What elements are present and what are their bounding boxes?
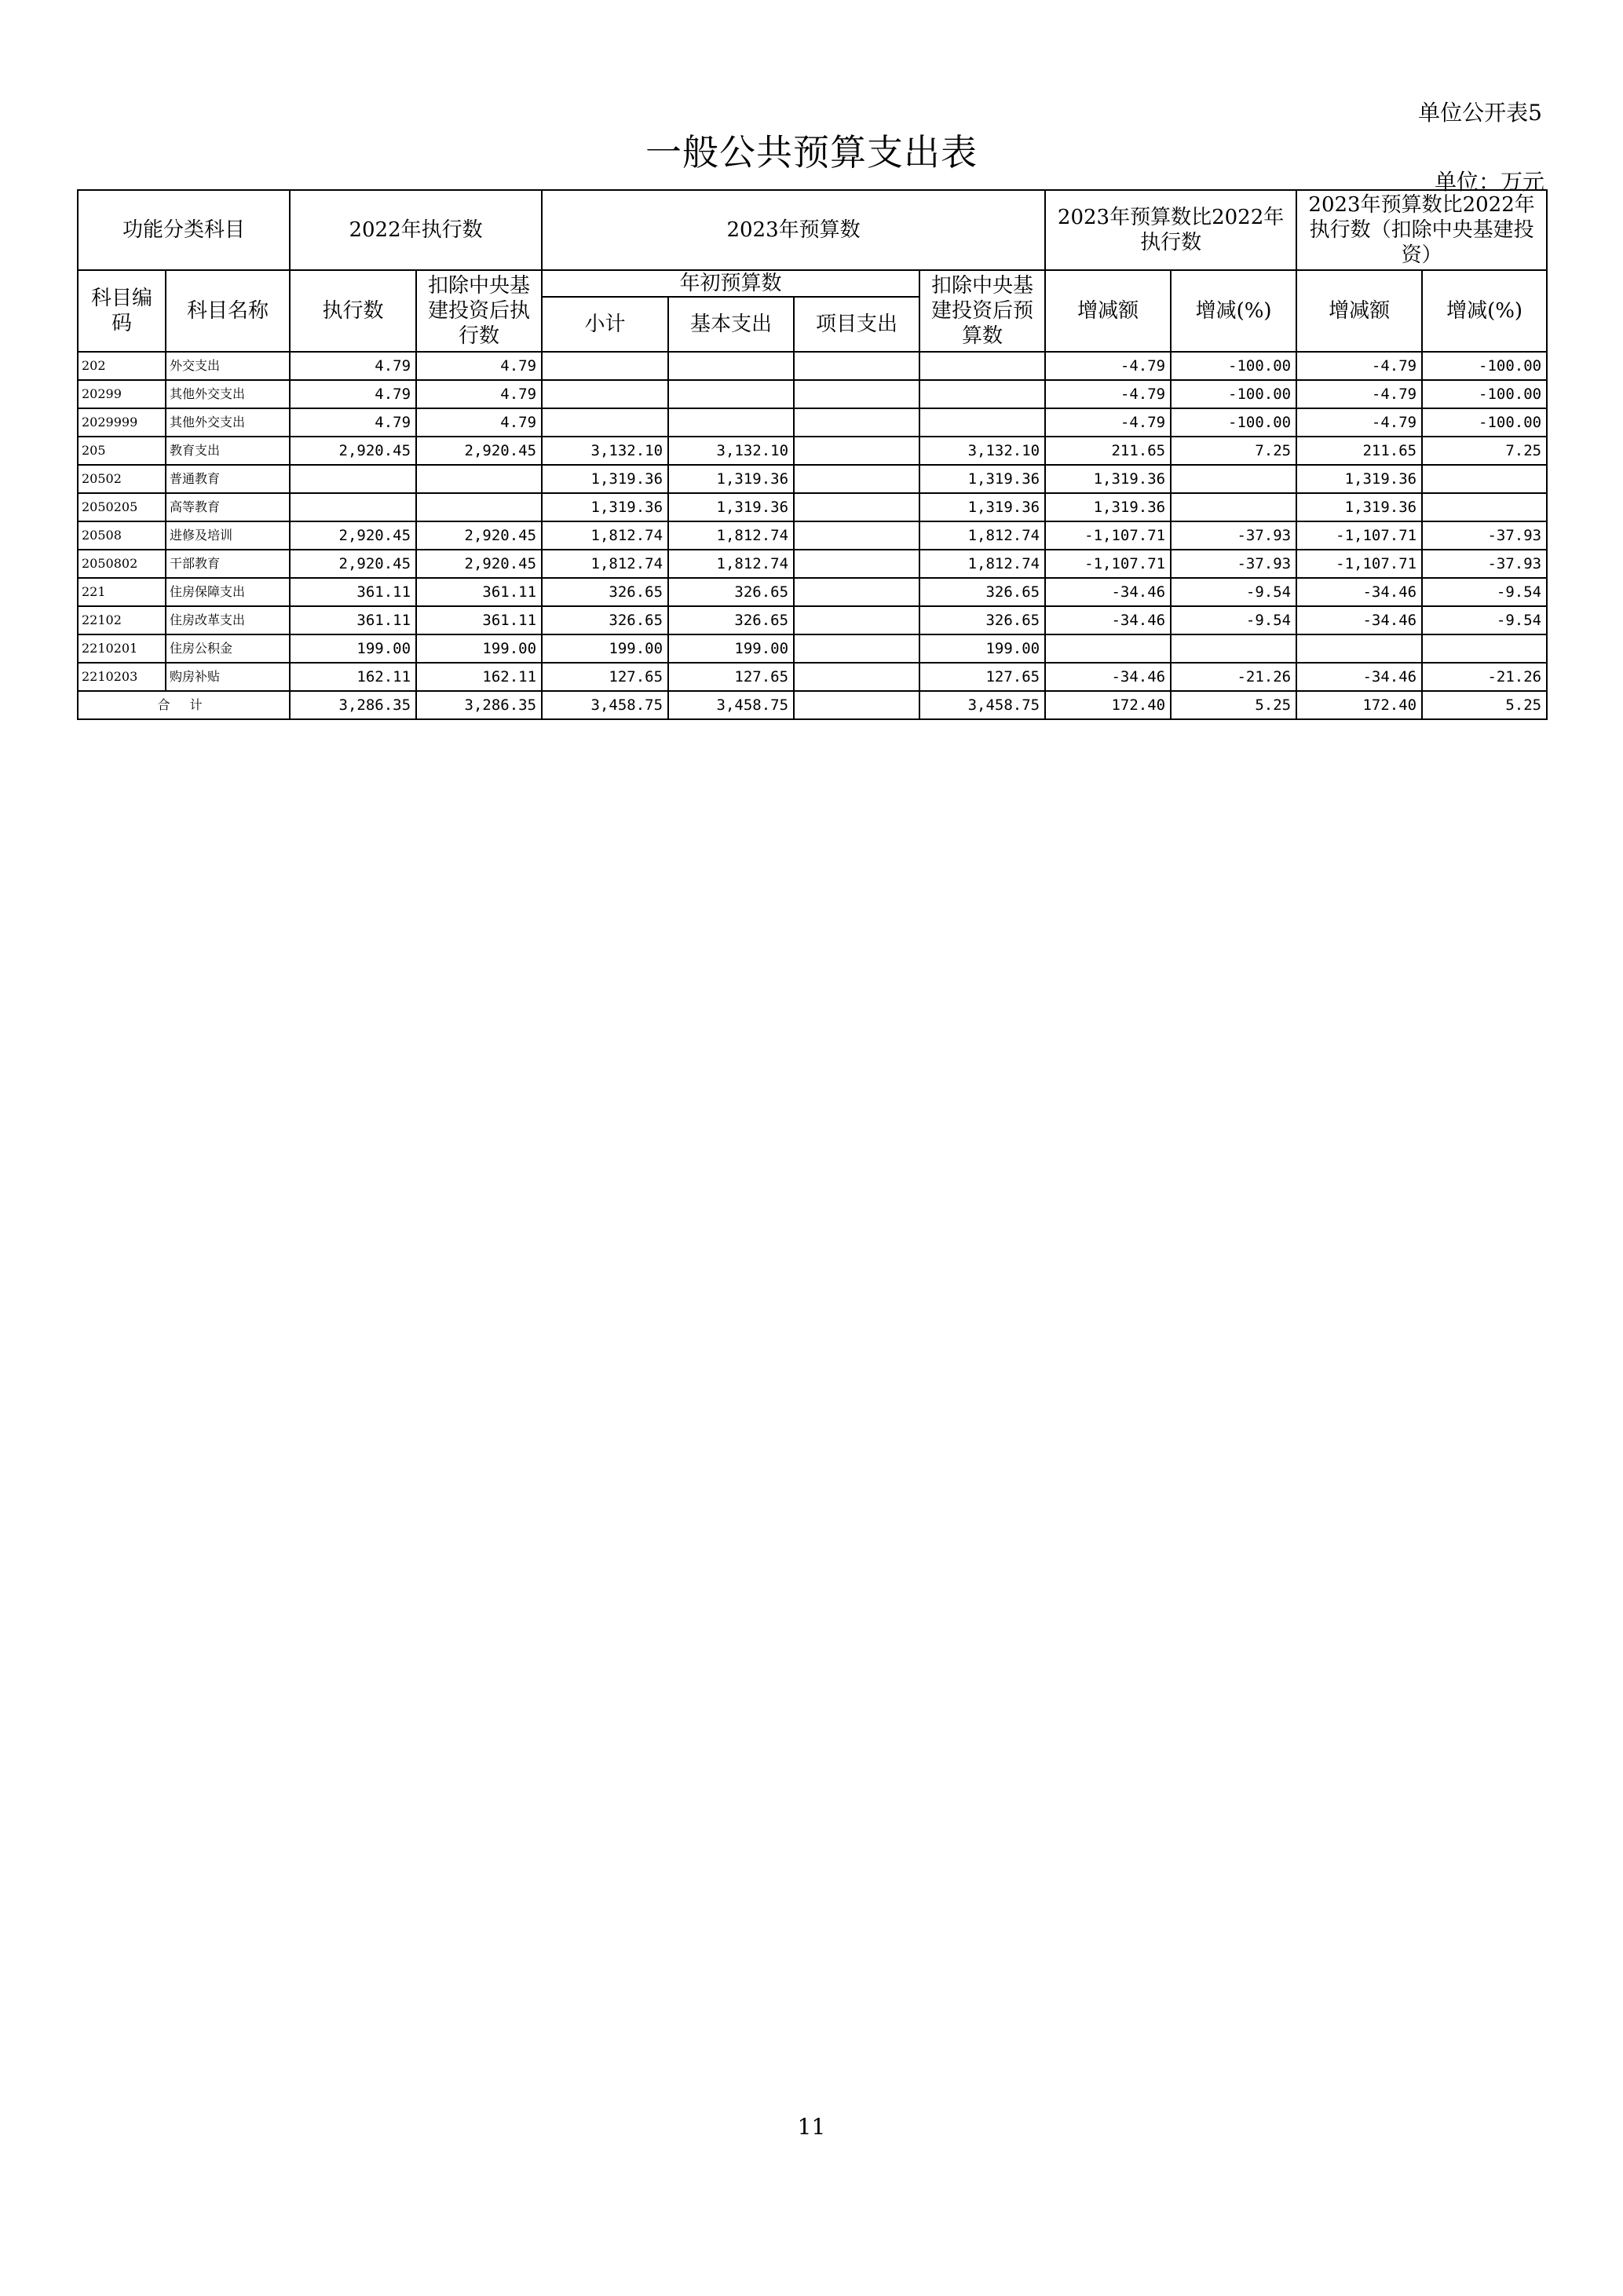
total-project	[794, 691, 919, 719]
cell-chg: -34.46	[1045, 578, 1171, 606]
cell-exec-ex: 4.79	[416, 408, 542, 437]
cell-exec	[290, 465, 416, 493]
total-pct: 5.25	[1171, 691, 1296, 719]
cell-exec: 199.00	[290, 634, 416, 663]
cell-basic: 1,812.74	[668, 521, 794, 550]
cell-chg2	[1296, 634, 1422, 663]
table-row	[78, 578, 1547, 606]
cell-subtotal	[542, 408, 668, 437]
cell-name: 高等教育	[166, 493, 290, 521]
cell-code: 2210203	[78, 663, 166, 691]
total-row	[78, 691, 1547, 719]
cell-chg2: 211.65	[1296, 437, 1422, 465]
cell-exec: 162.11	[290, 663, 416, 691]
cell-chg2: -4.79	[1296, 380, 1422, 408]
cell-subtotal: 1,812.74	[542, 521, 668, 550]
total-label: 合 计	[78, 691, 290, 719]
cell-pct	[1171, 465, 1296, 493]
total-chg2: 172.40	[1296, 691, 1422, 719]
cell-chg: 1,319.36	[1045, 493, 1171, 521]
cell-basic: 326.65	[668, 578, 794, 606]
cell-budget-ex: 1,812.74	[919, 550, 1045, 578]
cell-subtotal: 199.00	[542, 634, 668, 663]
cell-name: 其他外交支出	[166, 380, 290, 408]
cell-pct: -37.93	[1171, 521, 1296, 550]
cell-name: 住房保障支出	[166, 578, 290, 606]
header-change-percent: 增减(%)	[1171, 270, 1296, 352]
cell-name: 外交支出	[166, 352, 290, 380]
cell-chg: -1,107.71	[1045, 550, 1171, 578]
cell-name: 其他外交支出	[166, 408, 290, 437]
cell-exec: 2,920.45	[290, 437, 416, 465]
cell-name: 住房公积金	[166, 634, 290, 663]
cell-pct2	[1422, 493, 1547, 521]
cell-chg2: -1,107.71	[1296, 550, 1422, 578]
table-row	[78, 634, 1547, 663]
cell-exec-ex: 361.11	[416, 578, 542, 606]
cell-pct2: -37.93	[1422, 521, 1547, 550]
cell-code: 205	[78, 437, 166, 465]
cell-budget-ex: 326.65	[919, 578, 1045, 606]
cell-budget-ex: 3,132.10	[919, 437, 1045, 465]
cell-code: 221	[78, 578, 166, 606]
table-row	[78, 408, 1547, 437]
cell-project	[794, 634, 919, 663]
table-row	[78, 380, 1547, 408]
cell-basic: 127.65	[668, 663, 794, 691]
cell-chg: 211.65	[1045, 437, 1171, 465]
cell-basic: 1,319.36	[668, 465, 794, 493]
cell-exec-ex: 4.79	[416, 380, 542, 408]
table-row	[78, 550, 1547, 578]
cell-project	[794, 606, 919, 634]
cell-budget-ex	[919, 380, 1045, 408]
cell-project	[794, 493, 919, 521]
cell-chg: 1,319.36	[1045, 465, 1171, 493]
cell-subtotal: 1,319.36	[542, 493, 668, 521]
cell-code: 2029999	[78, 408, 166, 437]
header-func-class: 功能分类科目	[78, 190, 290, 270]
cell-name: 教育支出	[166, 437, 290, 465]
cell-pct2	[1422, 465, 1547, 493]
cell-pct2: -9.54	[1422, 606, 1547, 634]
cell-code: 2050205	[78, 493, 166, 521]
cell-pct	[1171, 493, 1296, 521]
header-change-percent-ex: 增减(%)	[1422, 270, 1547, 352]
header-name: 科目名称	[166, 270, 290, 352]
table-row	[78, 352, 1547, 380]
cell-pct	[1171, 634, 1296, 663]
cell-code: 20502	[78, 465, 166, 493]
form-number: 单位公开表5	[1418, 100, 1542, 126]
cell-subtotal: 3,132.10	[542, 437, 668, 465]
cell-project	[794, 437, 919, 465]
page-title: 一般公共预算支出表	[645, 131, 978, 174]
cell-basic: 326.65	[668, 606, 794, 634]
cell-name: 购房补贴	[166, 663, 290, 691]
cell-code: 202	[78, 352, 166, 380]
cell-chg2: 1,319.36	[1296, 493, 1422, 521]
cell-pct2: -37.93	[1422, 550, 1547, 578]
cell-chg2: -34.46	[1296, 606, 1422, 634]
cell-pct2: -100.00	[1422, 408, 1547, 437]
cell-pct: -9.54	[1171, 606, 1296, 634]
cell-project	[794, 550, 919, 578]
cell-name: 住房改革支出	[166, 606, 290, 634]
cell-exec: 361.11	[290, 606, 416, 634]
cell-chg2: -4.79	[1296, 408, 1422, 437]
cell-project	[794, 663, 919, 691]
header-compare-2022: 2023年预算数比2022年执行数	[1045, 190, 1296, 270]
cell-exec-ex	[416, 493, 542, 521]
cell-chg: -4.79	[1045, 408, 1171, 437]
cell-project	[794, 521, 919, 550]
cell-budget-ex: 199.00	[919, 634, 1045, 663]
header-exec: 执行数	[290, 270, 416, 352]
cell-code: 20508	[78, 521, 166, 550]
cell-basic: 1,812.74	[668, 550, 794, 578]
cell-code: 22102	[78, 606, 166, 634]
cell-chg	[1045, 634, 1171, 663]
cell-subtotal: 127.65	[542, 663, 668, 691]
cell-exec: 4.79	[290, 352, 416, 380]
cell-pct: -100.00	[1171, 408, 1296, 437]
header-change-amount-ex: 增减额	[1296, 270, 1422, 352]
unit-label: 单位：万元	[1434, 169, 1544, 195]
header-compare-2022-ex: 2023年预算数比2022年执行数（扣除中央基建投资）	[1296, 190, 1547, 270]
cell-basic: 1,319.36	[668, 493, 794, 521]
cell-chg: -34.46	[1045, 606, 1171, 634]
header-budget-ex: 扣除中央基建投资后预算数	[919, 270, 1045, 352]
cell-budget-ex: 127.65	[919, 663, 1045, 691]
header-exec-ex: 扣除中央基建投资后执行数	[416, 270, 542, 352]
cell-project	[794, 465, 919, 493]
cell-pct2: -9.54	[1422, 578, 1547, 606]
cell-pct: -100.00	[1171, 380, 1296, 408]
cell-chg2: -1,107.71	[1296, 521, 1422, 550]
cell-chg: -1,107.71	[1045, 521, 1171, 550]
cell-pct2: 7.25	[1422, 437, 1547, 465]
cell-basic	[668, 380, 794, 408]
cell-chg2: -4.79	[1296, 352, 1422, 380]
cell-code: 2050802	[78, 550, 166, 578]
cell-exec-ex: 4.79	[416, 352, 542, 380]
table-row	[78, 437, 1547, 465]
cell-basic: 3,132.10	[668, 437, 794, 465]
cell-exec	[290, 493, 416, 521]
cell-exec: 4.79	[290, 380, 416, 408]
cell-subtotal: 1,319.36	[542, 465, 668, 493]
header-initial-budget: 年初预算数	[542, 270, 919, 297]
cell-subtotal: 1,812.74	[542, 550, 668, 578]
cell-name: 干部教育	[166, 550, 290, 578]
cell-exec-ex	[416, 465, 542, 493]
cell-chg: -34.46	[1045, 663, 1171, 691]
cell-pct: -100.00	[1171, 352, 1296, 380]
cell-exec: 361.11	[290, 578, 416, 606]
header-exec-2022: 2022年执行数	[290, 190, 542, 270]
cell-subtotal: 326.65	[542, 578, 668, 606]
table-row	[78, 663, 1547, 691]
cell-exec: 4.79	[290, 408, 416, 437]
header-project: 项目支出	[794, 297, 919, 352]
cell-pct: 7.25	[1171, 437, 1296, 465]
table-row	[78, 465, 1547, 493]
budget-table	[77, 189, 1548, 720]
cell-exec-ex: 2,920.45	[416, 521, 542, 550]
cell-code: 2210201	[78, 634, 166, 663]
total-budget-ex: 3,458.75	[919, 691, 1045, 719]
cell-code: 20299	[78, 380, 166, 408]
table-row	[78, 521, 1547, 550]
cell-budget-ex: 1,319.36	[919, 493, 1045, 521]
cell-name: 进修及培训	[166, 521, 290, 550]
cell-exec-ex: 361.11	[416, 606, 542, 634]
cell-exec-ex: 199.00	[416, 634, 542, 663]
cell-pct2	[1422, 634, 1547, 663]
cell-subtotal: 326.65	[542, 606, 668, 634]
total-chg: 172.40	[1045, 691, 1171, 719]
table-body	[78, 352, 1547, 719]
cell-budget-ex: 326.65	[919, 606, 1045, 634]
cell-chg: -4.79	[1045, 352, 1171, 380]
cell-project	[794, 380, 919, 408]
cell-subtotal	[542, 352, 668, 380]
cell-chg2: -34.46	[1296, 663, 1422, 691]
table-row	[78, 606, 1547, 634]
cell-basic	[668, 408, 794, 437]
table-row	[78, 493, 1547, 521]
cell-project	[794, 408, 919, 437]
cell-exec-ex: 2,920.45	[416, 550, 542, 578]
cell-exec: 2,920.45	[290, 521, 416, 550]
page-number: 11	[797, 2114, 826, 2140]
total-subtotal: 3,458.75	[542, 691, 668, 719]
cell-budget-ex: 1,812.74	[919, 521, 1045, 550]
cell-name: 普通教育	[166, 465, 290, 493]
header-code: 科目编码	[78, 270, 166, 352]
cell-chg2: 1,319.36	[1296, 465, 1422, 493]
cell-budget-ex: 1,319.36	[919, 465, 1045, 493]
cell-subtotal	[542, 380, 668, 408]
cell-basic: 199.00	[668, 634, 794, 663]
cell-exec-ex: 2,920.45	[416, 437, 542, 465]
header-subtotal: 小计	[542, 297, 668, 352]
header-change-amount: 增减额	[1045, 270, 1171, 352]
cell-pct2: -100.00	[1422, 352, 1547, 380]
header-budget-2023: 2023年预算数	[542, 190, 1045, 270]
cell-chg2: -34.46	[1296, 578, 1422, 606]
total-basic: 3,458.75	[668, 691, 794, 719]
cell-pct: -9.54	[1171, 578, 1296, 606]
cell-pct: -21.26	[1171, 663, 1296, 691]
total-exec: 3,286.35	[290, 691, 416, 719]
cell-chg: -4.79	[1045, 380, 1171, 408]
cell-exec-ex: 162.11	[416, 663, 542, 691]
cell-project	[794, 578, 919, 606]
total-exec-ex: 3,286.35	[416, 691, 542, 719]
cell-budget-ex	[919, 408, 1045, 437]
cell-pct: -37.93	[1171, 550, 1296, 578]
cell-project	[794, 352, 919, 380]
cell-basic	[668, 352, 794, 380]
header-basic: 基本支出	[668, 297, 794, 352]
cell-pct2: -100.00	[1422, 380, 1547, 408]
cell-budget-ex	[919, 352, 1045, 380]
total-pct2: 5.25	[1422, 691, 1547, 719]
cell-exec: 2,920.45	[290, 550, 416, 578]
cell-pct2: -21.26	[1422, 663, 1547, 691]
